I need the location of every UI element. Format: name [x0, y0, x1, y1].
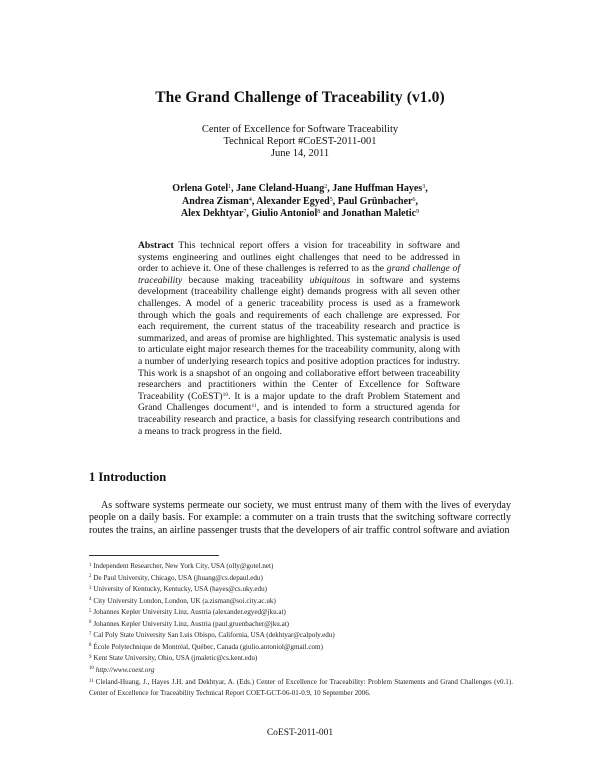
footnote — [89, 630, 513, 642]
author-mark: 4 — [248, 196, 252, 203]
abstract-emphasis: grand challenge of traceability — [138, 263, 460, 286]
author-mark: 8 — [317, 209, 321, 215]
footnote-mark: 6 — [89, 620, 92, 626]
footnote — [89, 573, 513, 585]
footnote-mark: 4 — [89, 597, 92, 603]
author-mark: 7 — [243, 209, 247, 215]
footnote-mark: 5 — [89, 608, 92, 614]
author-mark: 3 — [422, 184, 426, 190]
author-line-1: Orlena Gotel$^1$, Jane Cleland-Huang$^2$, Jane Huffman Hayes$^3$, — [172, 183, 428, 194]
paper-title: The Grand Challenge of Traceability (v1.0) — [155, 89, 445, 106]
footnote — [89, 653, 513, 665]
footnote — [89, 642, 513, 654]
footnote-text: Johannes Kepler University Linz, Austria (paul.gruenbacher@jku.at) — [93, 619, 290, 628]
organization-name: Center of Excellence for Software Traceability — [201, 124, 399, 135]
abstract-emphasis: ubiquitous — [309, 274, 351, 286]
footnote-ref: 10 — [222, 391, 229, 398]
author-name: Alexander Egyed — [256, 195, 330, 207]
footnote-mark: 11 — [89, 678, 94, 684]
footnote-divider — [89, 555, 219, 556]
footnote-text: Cal Poly State University San Luis Obispo, California, USA (dekhtyar@calpoly.edu) — [93, 631, 335, 640]
footnote-ref: 11 — [251, 403, 257, 410]
author-mark: 6 — [412, 196, 416, 203]
footnote — [89, 596, 513, 608]
footnote-mark: 8 — [89, 643, 92, 649]
report-number: Technical Report #CoEST-2011-001 — [223, 136, 377, 147]
footnote-text: École Polytechnique de Montréal, Québec, Canada (giulio.antoniol@gmail.com) — [93, 642, 323, 651]
abstract-text: . It is a major update to the draft Problem Statement and Grand Challenges document — [138, 390, 460, 414]
footnote-mark: 10 — [89, 666, 94, 672]
author-name: Jonathan Maletic — [341, 208, 417, 219]
author-list — [60, 183, 540, 221]
footnote — [89, 665, 513, 677]
footnote-text: De Paul University, Chicago, USA (jhuang@cs.depaul.edu) — [93, 573, 263, 582]
author-mark: 5 — [329, 196, 333, 203]
footnote — [89, 619, 513, 631]
footnote-mark: 7 — [89, 631, 92, 637]
abstract-text: because making traceability — [188, 274, 304, 286]
author-name: Jane Huffman Hayes — [332, 183, 423, 194]
author-mark: 9 — [416, 209, 420, 215]
author-name: Giulio Antoniol — [251, 208, 318, 219]
footnote-text: City University London, London, UK (a.zisman@soi.city.ac.uk) — [93, 596, 276, 605]
author-line-2: Andrea Zisman$^4$, Alexander Egyed$^5$, Paul Grünbacher$^6$, — [182, 195, 418, 207]
abstract — [138, 240, 460, 437]
author-conjunction: and — [322, 208, 339, 219]
author-name: Orlena Gotel — [172, 183, 229, 194]
section-heading: 1 Introduction — [89, 470, 167, 484]
footnote-text: University of Kentucky, Kentucky, USA (hayes@cs.uky.edu) — [93, 585, 267, 594]
intro-paragraph: As software systems permeate our society, we must entrust many of them with the lives of everyday people on a daily basis. For example: a commuter on a train trusts that the switching software correctly routes the trains, an airline passenger trusts that the developers of air traffic control software and aviation — [89, 500, 511, 536]
report-date: June 14, 2011 — [270, 148, 330, 159]
author-name: Jane Cleland-Huang — [236, 183, 325, 194]
footnote-text: Cleland-Huang, J., Hayes J.H. and Dekhtyar, A. (Eds.) Center of Excellence for Traceability: Problem Statements and Grand Challenges (v0.1). Center of Excellence for Traceability Technical Report COET-GCT-06-01-0.9, 10 September 2006. — [89, 678, 513, 697]
author-name: Andrea Zisman — [182, 195, 249, 207]
footnote-mark: 3 — [89, 585, 92, 591]
footnote-text: Johannes Kepler University Linz, Austria (alexander.egyed@jku.at) — [93, 608, 286, 617]
footnote-text: Kent State University, Ohio, USA (jmaletic@cs.kent.edu) — [93, 654, 258, 663]
footnotes — [89, 561, 513, 698]
footnote-link[interactable]: http://www.coest.org — [95, 665, 155, 674]
author-line-3: Alex Dekhtyar$^7$, Giulio Antoniol$^8$ and Jonathan Maletic$^9$ — [180, 208, 420, 219]
footnote — [89, 584, 513, 596]
abstract-label: Abstract — [138, 240, 174, 251]
abstract-text: , and is intended to form a structured agenda for traceability research and practice, a basis for classifying research contributions and a means to track progress in the field. — [138, 402, 460, 437]
author-mark: 2 — [324, 184, 328, 190]
footnote-mark: 9 — [89, 654, 92, 660]
footnote — [89, 607, 513, 619]
footnote-mark: 1 — [89, 562, 92, 568]
author-name: Alex Dekhtyar — [180, 208, 244, 219]
abstract-text: This technical report offers a vision for traceability in software and systems engineering and outlines eight challenges that need to be addressed in order to achieve it. One of these challenges is referred to as the — [138, 240, 460, 275]
footnote-mark: 2 — [89, 574, 92, 580]
footnote — [89, 561, 513, 573]
page-footer: CoEST-2011-001 — [266, 728, 334, 738]
footnote — [89, 677, 513, 698]
author-name: Paul Grünbacher — [337, 195, 413, 207]
footnote-text: Independent Researcher, New York City, USA (olly@gotel.net) — [93, 562, 274, 570]
report-header — [0, 124, 600, 160]
abstract-text: in software and systems development (traceability challenge eight) demands progress with all seven other challenges. A model of a generic traceability process is used as a framework through which the goals and requirements of each challenge are expressed. For each requirement, the current status of the traceability research and practice is summarized, and areas of promise are highlighted. This systematic analysis is used to articulate eight major research themes for the traceability community, along with a number of underlying research topics and positive adoption practices for industry. This work is a snapshot of an ongoing and collaborative effort between traceability researchers and practitioners within the Center of Excellence for Software Traceability (CoEST) — [138, 274, 460, 402]
author-mark: 1 — [228, 184, 232, 190]
